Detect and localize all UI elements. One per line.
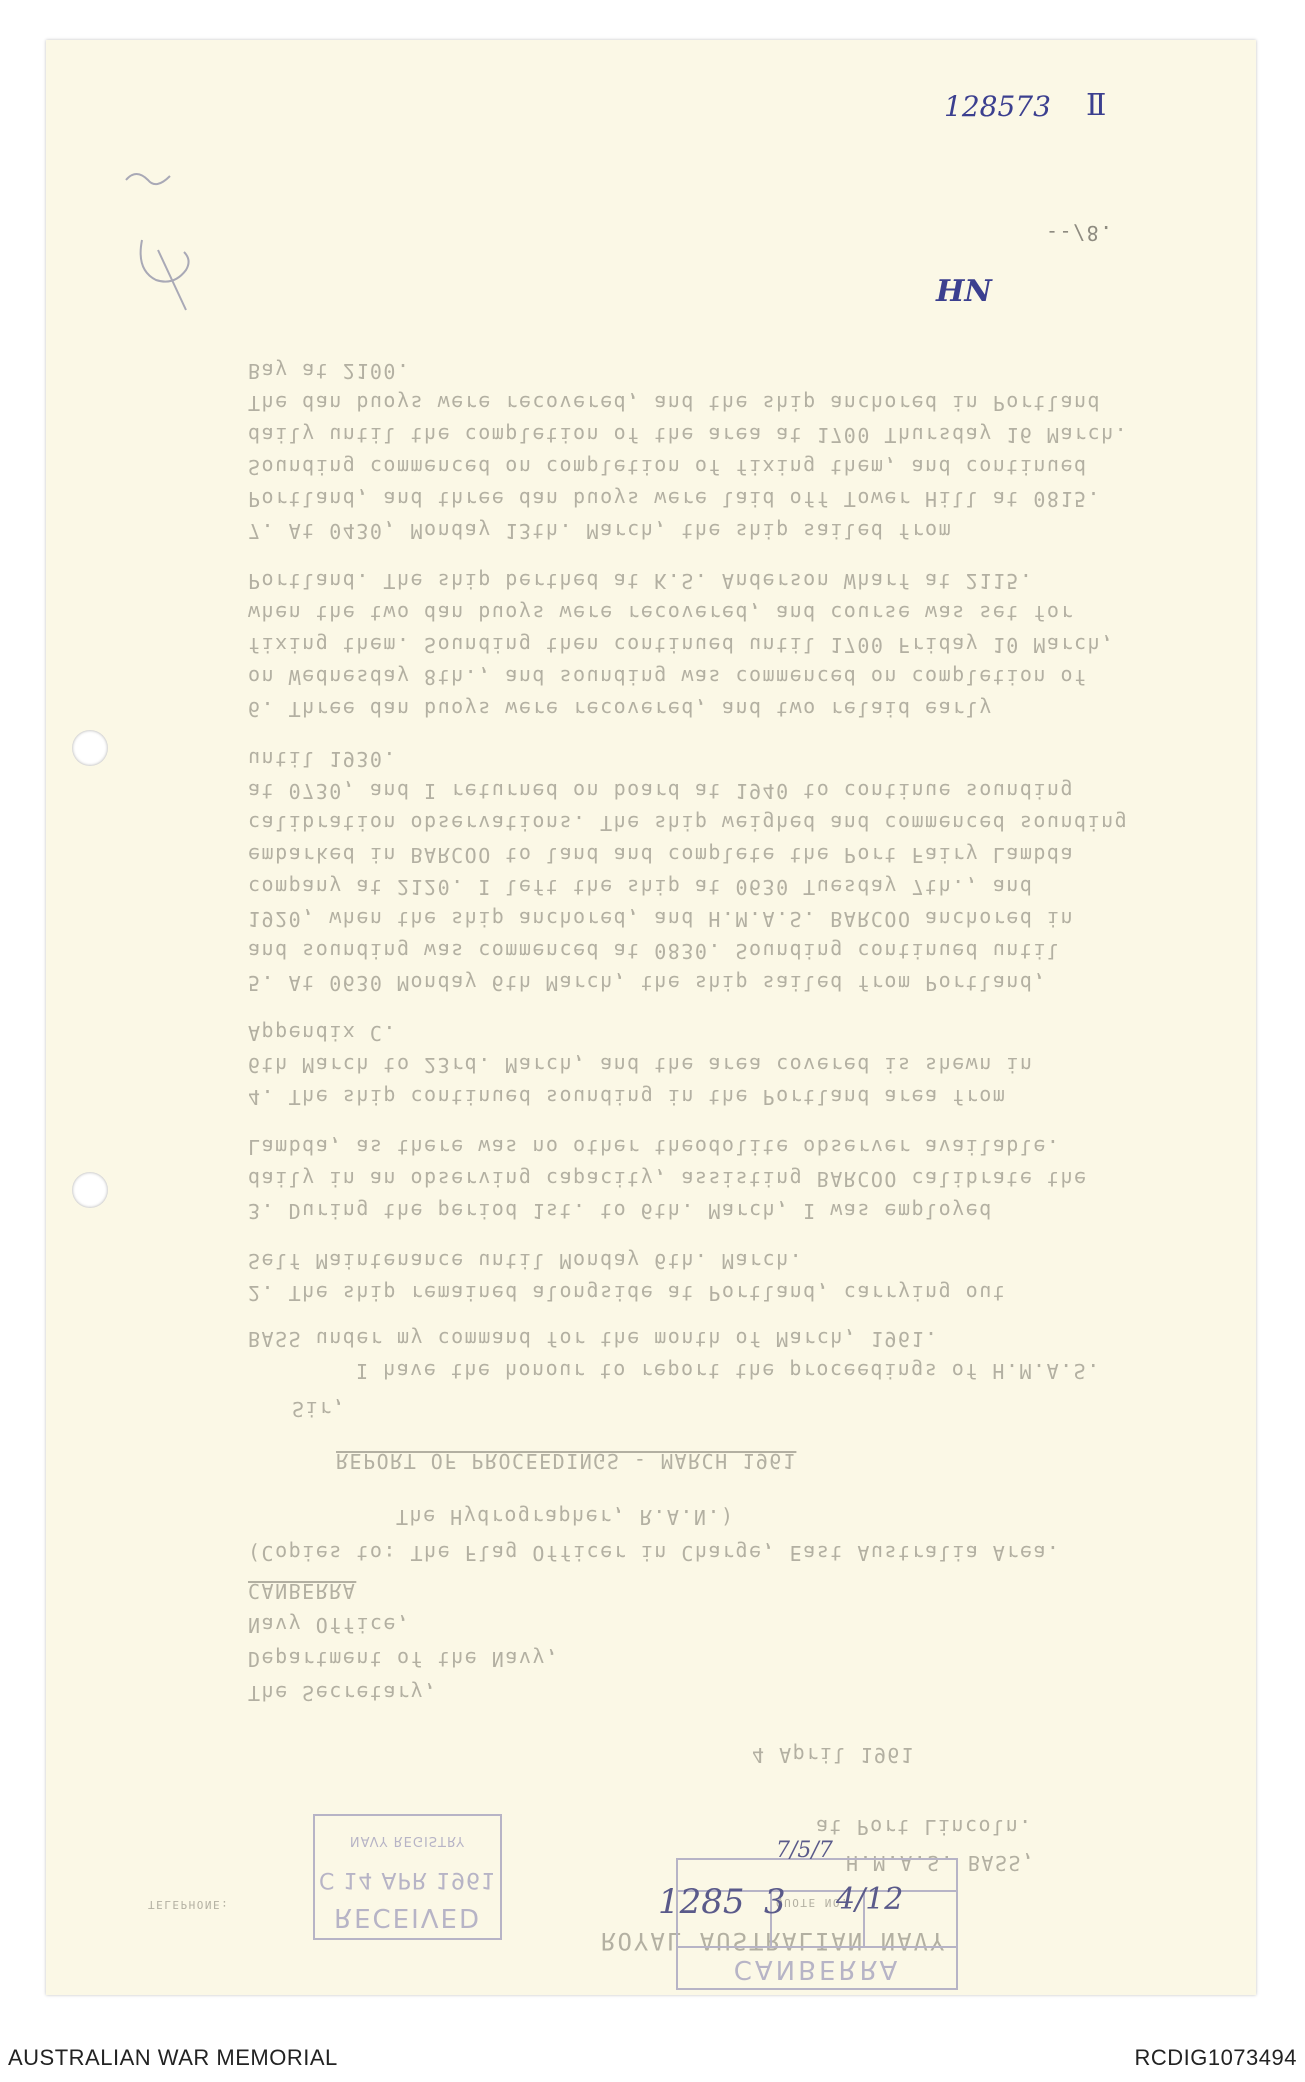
pencil-mark-icon xyxy=(106,150,226,330)
paragraph-line: Self Maintenance until Monday 6th. March. xyxy=(248,1249,804,1273)
paragraph-line: daily in an observing capacity, assisting BARCOO calibrate the xyxy=(248,1167,1088,1191)
paragraph-line: Portland, and three dan buoys were laid off Tower Hill at 0815. xyxy=(248,487,1102,511)
paragraph-line: BASS under my command for the month of March, 1961. xyxy=(248,1327,939,1351)
paragraph-line: Bay at 2100. xyxy=(248,359,411,383)
received-stamp-date: C 14 APR 1961 xyxy=(319,1867,496,1892)
received-stamp-text: RECEIVED xyxy=(334,1902,481,1932)
canberra-stamp xyxy=(676,1858,958,1990)
page-marker: --/8. xyxy=(1046,221,1114,245)
paragraph-line: until 1930. xyxy=(248,747,397,771)
stamp-quote-number: 7/5/7 xyxy=(776,1838,833,1863)
copies-to-line: (Copies to: The Flag Officer in Charge, East Australia Area. xyxy=(248,1541,1061,1565)
report-title: REPORT OF PROCEEDINGS - MARCH 1961 xyxy=(336,1449,797,1473)
handwritten-initials: HN xyxy=(936,274,992,309)
paragraph-line: embarked in BARCOO to land and complete the Port Fairy Lambda xyxy=(248,843,1075,867)
canberra-stamp-title: CANBERRA xyxy=(733,1954,901,1984)
telephone-label: TELEPHONE: xyxy=(148,1898,230,1911)
letterhead: ROYAL AUSTRALIAN NAVY xyxy=(601,1927,947,1955)
received-stamp-registry: NAVY REGISTRY xyxy=(349,1833,466,1848)
addressee-line: The Secretary, xyxy=(248,1681,438,1705)
paragraph-line: 5. At 0630 Monday 6th March, the ship sailed from Portland, xyxy=(248,971,1047,995)
paragraph-line: Sounding commenced on completion of fixing them, and continued xyxy=(248,455,1088,479)
addressee-line: CANBERRA xyxy=(248,1579,357,1603)
addressee-line: Navy Office, xyxy=(248,1613,411,1637)
paragraph-line: Appendix C. xyxy=(248,1021,397,1045)
footer-record-id: RCDIG1073494 xyxy=(1134,2045,1297,2070)
paragraph-line: on Wednesday 8th., and sounding was commenced on completion of xyxy=(248,665,1088,689)
quote-label: QUOTE NO. xyxy=(776,1896,850,1909)
mirrored-letter-text xyxy=(46,40,1256,1995)
salutation: Sir, xyxy=(292,1397,347,1421)
paragraph-line: and sounding was commenced at 0830. Sounding continued until xyxy=(248,939,1061,963)
handwritten-file-reference: 128573 xyxy=(944,90,1051,123)
paragraph-line: 6. Three dan buoys were recovered, and two relaid early xyxy=(248,697,993,721)
paragraph-line: 6th March to 23rd. March, and the area covered is shewn in xyxy=(248,1053,1034,1077)
document-page xyxy=(46,40,1256,1995)
paragraph-line: company at 2120. I left the ship at 0630 Tuesday 7th., and xyxy=(248,875,1034,899)
ship-name: H.M.A.S. BASS, xyxy=(846,1851,1036,1875)
paragraph-line: 3. During the period 1st. to 6th. March, I was employed xyxy=(248,1199,993,1223)
paragraph-line: when the two dan buoys were recovered, and course was set for xyxy=(248,601,1075,625)
ship-location: at Port Lincoln. xyxy=(816,1815,1033,1839)
paragraph-line: calibration observations. The ship weighed and commenced sounding xyxy=(248,811,1129,835)
received-stamp xyxy=(313,1814,502,1940)
paragraph-line: fixing them. Sounding then continued until 1700 Friday 10 March, xyxy=(248,633,1115,657)
paragraph-line: The dan buoys were recovered, and the ship anchored in Portland xyxy=(248,391,1102,415)
letter-date: 4 April 1961 xyxy=(752,1743,915,1767)
paragraph-line: Portland. The ship berthed at K.S. Anderson Wharf at 2115. xyxy=(248,569,1034,593)
roman-numeral-mark: Ⅱ xyxy=(1086,88,1107,123)
paragraph-line: Lambda, as there was no other theodolite observer available. xyxy=(248,1135,1061,1159)
copies-to-line: The Hydrographer, R.A.N.) xyxy=(396,1505,735,1529)
stamp-cell-number: 1285 xyxy=(658,1882,745,1922)
paragraph-line: I have the honour to report the proceedings of H.M.A.S. xyxy=(356,1359,1101,1383)
paragraph-line: 7. At 0430, Monday 13th. March, the ship sailed from xyxy=(248,519,953,543)
stamp-cell-number: 3 xyxy=(764,1882,786,1922)
paragraph-line: 2. The ship remained alongside at Portland, carrying out xyxy=(248,1281,1007,1305)
paragraph-line: daily until the completion of the area at 1700 Thursday 16 March. xyxy=(248,423,1129,447)
addressee-line: Department of the Navy, xyxy=(248,1647,560,1671)
footer-archive-name: AUSTRALIAN WAR MEMORIAL xyxy=(8,2045,338,2070)
paragraph-line: 1920, when the ship anchored, and H.M.A.S. BARCOO anchored in xyxy=(248,907,1075,931)
stamp-cell-number: 4/12 xyxy=(836,1882,904,1917)
paragraph-line: 4. The ship continued sounding in the Portland area from xyxy=(248,1085,1007,1109)
paragraph-line: at 0730, and I returned on board at 1940 to continue sounding xyxy=(248,779,1075,803)
